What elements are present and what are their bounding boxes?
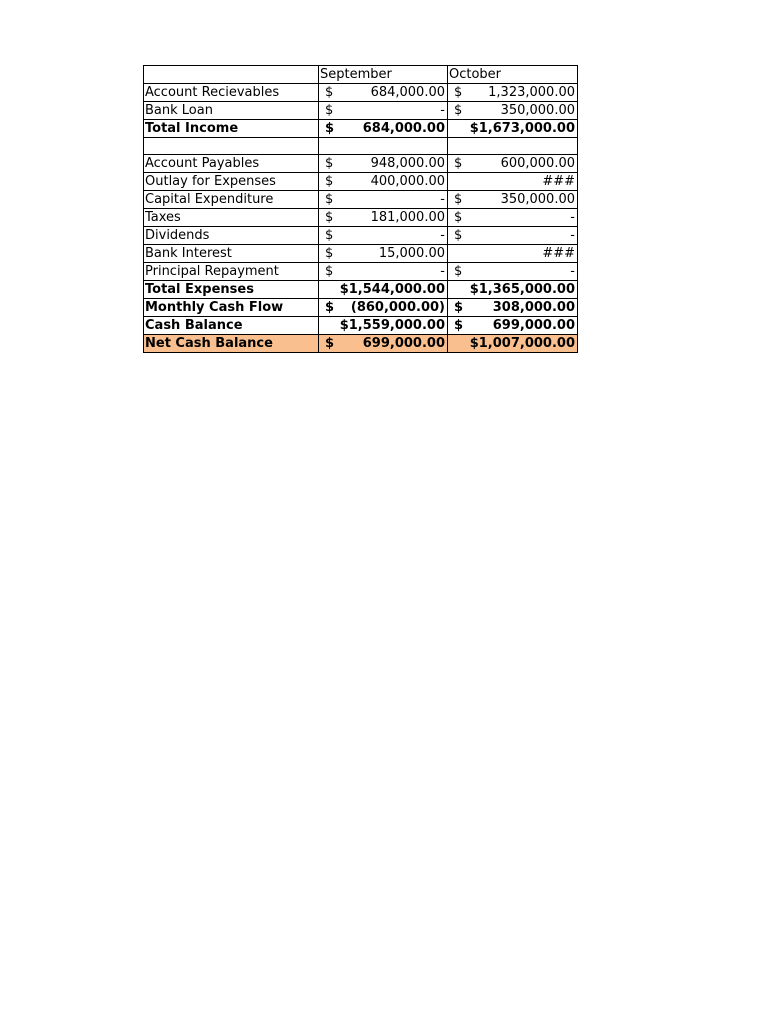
money-value	[320, 245, 445, 262]
amount: -	[570, 264, 575, 279]
september-cell[interactable]	[319, 173, 448, 191]
money-value	[449, 84, 575, 101]
currency-symbol: $	[454, 210, 463, 225]
october-cell[interactable]	[448, 120, 578, 138]
amount: -	[570, 210, 575, 225]
currency-symbol: $	[454, 103, 463, 118]
money-value	[449, 299, 575, 316]
october-cell[interactable]	[448, 317, 578, 335]
header-row	[144, 66, 578, 84]
october-cell[interactable]	[448, 191, 578, 209]
october-cell[interactable]	[448, 84, 578, 102]
september-cell[interactable]	[319, 227, 448, 245]
header-october[interactable]: October	[448, 66, 578, 84]
currency-symbol: $	[454, 228, 463, 243]
amount: -	[440, 264, 445, 279]
october-cell[interactable]	[448, 138, 578, 155]
september-cell[interactable]	[319, 102, 448, 120]
money-value	[320, 281, 445, 298]
september-cell[interactable]	[319, 120, 448, 138]
row-monthly-cash-flow	[144, 299, 578, 317]
september-cell[interactable]	[319, 138, 448, 155]
amount: $1,365,000.00	[469, 282, 575, 297]
amount: -	[440, 103, 445, 118]
october-cell[interactable]	[448, 335, 578, 353]
row-label[interactable]: Account Recievables	[144, 84, 319, 102]
amount: 600,000.00	[500, 156, 575, 171]
money-value	[449, 173, 575, 190]
row-label[interactable]: Cash Balance	[144, 317, 319, 335]
row-principal-repayment	[144, 263, 578, 281]
money-value	[320, 209, 445, 226]
row-label[interactable]: Taxes	[144, 209, 319, 227]
october-cell[interactable]	[448, 209, 578, 227]
row-label[interactable]: Principal Repayment	[144, 263, 319, 281]
money-value	[449, 245, 575, 262]
row-blank	[144, 138, 578, 155]
currency-symbol: $	[325, 192, 334, 207]
amount: 350,000.00	[500, 103, 575, 118]
money-value	[320, 191, 445, 208]
amount: (860,000.00)	[350, 300, 445, 315]
money-value	[320, 317, 445, 334]
currency-symbol: $	[325, 210, 334, 225]
amount: 684,000.00	[370, 85, 445, 100]
money-value	[449, 263, 575, 280]
amount: 699,000.00	[492, 318, 575, 333]
currency-symbol: $	[454, 300, 464, 315]
row-total-expenses	[144, 281, 578, 299]
amount: 948,000.00	[370, 156, 445, 171]
money-value	[449, 281, 575, 298]
row-cash-balance	[144, 317, 578, 335]
amount: 350,000.00	[500, 192, 575, 207]
overflow-marker: ###	[542, 174, 575, 189]
money-value	[320, 155, 445, 172]
september-cell[interactable]	[319, 263, 448, 281]
money-value	[449, 120, 575, 137]
september-cell[interactable]	[319, 281, 448, 299]
header-label-cell[interactable]	[144, 66, 319, 84]
row-label[interactable]: Net Cash Balance	[144, 335, 319, 353]
currency-symbol: $	[325, 246, 334, 261]
amount: 684,000.00	[362, 121, 445, 136]
row-account-payables	[144, 155, 578, 173]
row-label[interactable]: Total Income	[144, 120, 319, 138]
amount: $1,559,000.00	[339, 318, 445, 333]
money-value	[449, 317, 575, 334]
row-bank-interest	[144, 245, 578, 263]
row-outlay-for-expenses	[144, 173, 578, 191]
row-label[interactable]: Total Expenses	[144, 281, 319, 299]
money-value	[320, 102, 445, 119]
currency-symbol: $	[325, 300, 335, 315]
row-account-recievables	[144, 84, 578, 102]
september-cell[interactable]	[319, 155, 448, 173]
currency-symbol: $	[325, 103, 334, 118]
money-value	[449, 335, 575, 352]
amount: 1,323,000.00	[488, 85, 575, 100]
currency-symbol: $	[454, 264, 463, 279]
amount: 400,000.00	[370, 174, 445, 189]
amount: $1,673,000.00	[469, 121, 575, 136]
currency-symbol: $	[454, 156, 463, 171]
currency-symbol: $	[325, 85, 334, 100]
october-cell[interactable]	[448, 155, 578, 173]
money-value	[449, 209, 575, 226]
row-total-income	[144, 120, 578, 138]
september-cell[interactable]	[319, 245, 448, 263]
row-net-cash-balance	[144, 335, 578, 353]
money-value	[320, 263, 445, 280]
row-label[interactable]: Account Payables	[144, 155, 319, 173]
money-value	[320, 227, 445, 244]
amount: 699,000.00	[362, 336, 445, 351]
september-cell[interactable]	[319, 299, 448, 317]
currency-symbol: $	[454, 318, 464, 333]
money-value	[320, 299, 445, 316]
overflow-marker: ###	[542, 246, 575, 261]
october-cell[interactable]	[448, 227, 578, 245]
september-cell[interactable]	[319, 317, 448, 335]
currency-symbol: $	[325, 174, 334, 189]
currency-symbol: $	[325, 264, 334, 279]
october-cell[interactable]	[448, 299, 578, 317]
september-cell[interactable]	[319, 191, 448, 209]
october-cell[interactable]	[448, 281, 578, 299]
money-value	[320, 84, 445, 101]
september-cell[interactable]	[319, 335, 448, 353]
amount: -	[440, 192, 445, 207]
money-value	[449, 155, 575, 172]
currency-symbol: $	[325, 336, 335, 351]
money-value	[449, 191, 575, 208]
row-label[interactable]: Monthly Cash Flow	[144, 299, 319, 317]
currency-symbol: $	[325, 228, 334, 243]
amount: $1,544,000.00	[339, 282, 445, 297]
row-taxes	[144, 209, 578, 227]
money-value	[320, 120, 445, 137]
currency-symbol: $	[454, 85, 463, 100]
row-dividends	[144, 227, 578, 245]
amount: 308,000.00	[492, 300, 575, 315]
amount: $1,007,000.00	[469, 336, 575, 351]
cash-flow-table	[143, 65, 578, 353]
october-cell[interactable]	[448, 102, 578, 120]
header-september[interactable]: September	[319, 66, 448, 84]
amount: -	[570, 228, 575, 243]
money-value	[449, 227, 575, 244]
row-label[interactable]: Bank Interest	[144, 245, 319, 263]
row-label[interactable]: Dividends	[144, 227, 319, 245]
amount: 181,000.00	[370, 210, 445, 225]
amount: -	[440, 228, 445, 243]
currency-symbol: $	[325, 156, 334, 171]
currency-symbol: $	[325, 121, 335, 136]
row-label[interactable]: Outlay for Expenses	[144, 173, 319, 191]
september-cell[interactable]	[319, 84, 448, 102]
october-cell[interactable]	[448, 245, 578, 263]
money-value	[449, 102, 575, 119]
row-bank-loan	[144, 102, 578, 120]
row-label[interactable]: Bank Loan	[144, 102, 319, 120]
row-label[interactable]: Capital Expenditure	[144, 191, 319, 209]
money-value	[320, 335, 445, 352]
row-label[interactable]	[144, 138, 319, 155]
currency-symbol: $	[454, 192, 463, 207]
september-cell[interactable]	[319, 209, 448, 227]
amount: 15,000.00	[378, 246, 445, 261]
money-value	[320, 173, 445, 190]
row-capital-expenditure	[144, 191, 578, 209]
october-cell[interactable]	[448, 263, 578, 281]
october-cell[interactable]	[448, 173, 578, 191]
